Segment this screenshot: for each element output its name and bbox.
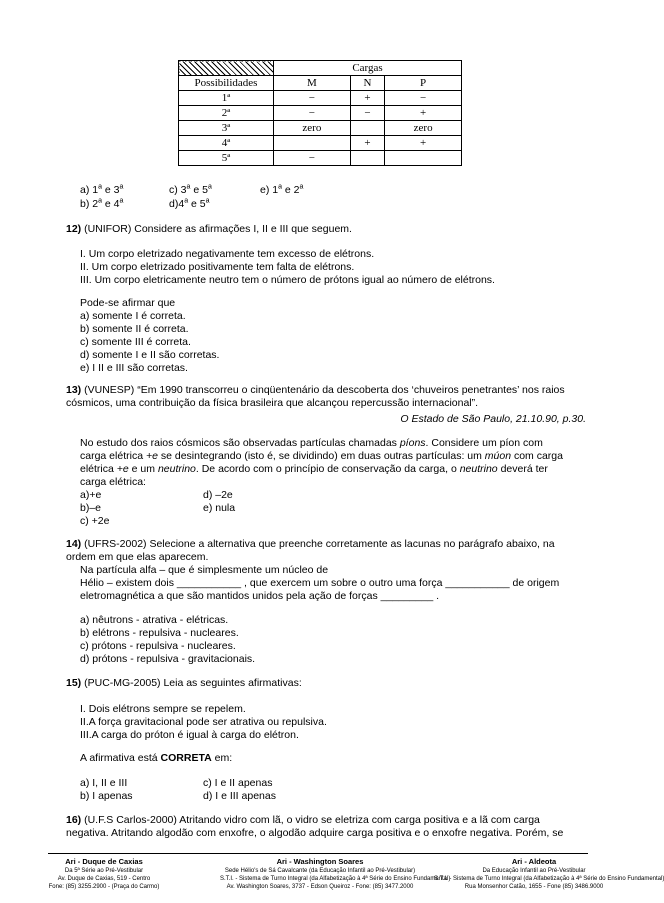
- question-number: 13): [66, 384, 82, 396]
- q11-option-d: d)4$^a$ e 5$^a$: [169, 197, 210, 210]
- row-ordinal: 1ª: [179, 91, 274, 106]
- q12-option: a) somente I é correta.: [80, 310, 186, 322]
- q12-intro: Pode-se afirmar que: [80, 297, 176, 309]
- cell-p: [385, 151, 462, 166]
- cell-m: [274, 136, 351, 151]
- q14-paragraph-line: Na partícula alfa – que é simplesmente um núcleo de: [80, 564, 329, 576]
- column-header: P: [385, 76, 462, 91]
- cell-n: −: [350, 106, 384, 121]
- question-number: 15): [66, 677, 82, 689]
- q12-option: c) somente III é correta.: [80, 336, 191, 348]
- q11-option-a: a) 1$^a$ e 3$^a$: [80, 183, 124, 196]
- q11-option-e: e) 1$^a$ e 2$^a$: [260, 183, 304, 196]
- q13-question-line1: 13) (VUNESP) “Em 1990 transcorreu o cinqüentenário da descoberta dos ‘chuveiros penetrantes’ nos raios: [66, 384, 565, 396]
- footer-unit-duque-de-caxias: Ari - Duque de Caxias Da 5ª Série ao Pré-Vestibular Av. Duque de Caxias, 519 - Centro Fone: (85) 3255.2900 - (Praça do Carmo): [48, 857, 160, 890]
- question-number: 14): [66, 538, 82, 550]
- footer-unit-aldeota: Ari - Aldeota Da Educação Infantil ao Pré-Vestibular S.T.I. - Sistema de Turno Integral (da Alfabetização à 4ª Série do Ensino Fundamental) Rua Monsenhor Catão, 1655 - Fone (85) 3486.9000: [434, 857, 664, 890]
- q13-option-a: a)+e: [80, 489, 102, 501]
- header-title: Cargas: [274, 61, 462, 76]
- q13-paragraph-line: elétrica +e e um neutrino. De acordo com o princípio de conservação da carga, o neutrino deverá ter: [80, 463, 548, 475]
- cell-n: [350, 121, 384, 136]
- q13-source: O Estado de São Paulo, 21.10.90, p.30.: [400, 413, 586, 425]
- row-ordinal: 4ª: [179, 136, 274, 151]
- footer-unit-washington-soares: Ari - Washington Soares Sede Hélio's de Sá Cavalcante (da Educação Infantil ao Pré-Vestibular) S.T.I. - Sistema de Turno Integral (da Alfabetização à 4ª Série do Ensino Fundamental) Av. Washington Soares, 3737 - Edson Queiroz - Fone: (85) 3477.2000: [220, 857, 451, 890]
- q14-option: a) nêutrons - atrativa - elétricas.: [80, 614, 229, 626]
- cell-p: zero: [385, 121, 462, 136]
- footer-divider: [48, 853, 588, 854]
- table-row: [179, 151, 462, 166]
- q15-question: 15) (PUC-MG-2005) Leia as seguintes afirmativas:: [66, 677, 302, 689]
- q14-question-line2: ordem em que elas aparecem.: [66, 551, 209, 563]
- charges-table: [178, 60, 462, 166]
- q11-option-b: b) 2$^a$ e 4$^a$: [80, 197, 124, 210]
- q14-option: c) prótons - repulsiva - nucleares.: [80, 640, 236, 652]
- q12-option: d) somente I e II são corretas.: [80, 349, 220, 361]
- q12-question: 12) (UNIFOR) Considere as afirmações I, II e III que seguem.: [66, 223, 352, 235]
- q16-question-line1: 16) (U.F.S Carlos-2000) Atritando vidro com lã, o vidro se eletriza com carga positiva e a lã com carga: [66, 814, 540, 826]
- q13-option-d: d) –2e: [203, 489, 233, 501]
- q12-statement: III. Um corpo eletricamente neutro tem o número de prótons igual ao número de elétrons.: [80, 274, 495, 286]
- row-ordinal: 5ª: [179, 151, 274, 166]
- q15-statement: I. Dois elétrons sempre se repelem.: [80, 703, 246, 715]
- cell-m: −: [274, 106, 351, 121]
- cell-n: +: [350, 91, 384, 106]
- table-header-row: [179, 61, 462, 76]
- q14-option: b) elétrons - repulsiva - nucleares.: [80, 627, 239, 639]
- q14-option: d) prótons - repulsiva - gravitacionais.: [80, 653, 256, 665]
- table-columns-row: [179, 76, 462, 91]
- q15-statement: III.A carga do próton é igual à carga do elétron.: [80, 729, 299, 741]
- q11-option-c: c) 3$^a$ e 5$^a$: [169, 183, 212, 196]
- cell-m: zero: [274, 121, 351, 136]
- q13-option-c: c) +2e: [80, 515, 110, 527]
- cell-p: +: [385, 106, 462, 121]
- table-row: [179, 91, 462, 106]
- column-header: N: [350, 76, 384, 91]
- cell-p: +: [385, 136, 462, 151]
- q12-option: e) I II e III são corretas.: [80, 362, 188, 374]
- table-row: [179, 121, 462, 136]
- cell-n: [350, 151, 384, 166]
- q12-statement: II. Um corpo eletrizado positivamente tem falta de elétrons.: [80, 261, 355, 273]
- q15-option-a: a) I, II e III: [80, 777, 128, 789]
- header-possibilidades: Possibilidades: [179, 76, 274, 91]
- column-header: M: [274, 76, 351, 91]
- q13-paragraph-line: No estudo dos raios cósmicos são observadas partículas chamadas píons. Considere um píon com: [80, 437, 543, 449]
- q14-question-line1: 14) (UFRS-2002) Selecione a alternativa que preenche corretamente as lacunas no parágrafo abaixo, na: [66, 538, 555, 550]
- cell-p: −: [385, 91, 462, 106]
- q15-option-d: d) I e III apenas: [203, 790, 276, 802]
- hatched-cell: [179, 61, 274, 76]
- q12-option: b) somente II é correta.: [80, 323, 189, 335]
- q12-statement: I. Um corpo eletrizado negativamente tem excesso de elétrons.: [80, 248, 375, 260]
- cell-m: −: [274, 91, 351, 106]
- q15-stem: A afirmativa está CORRETA em:: [80, 752, 233, 764]
- q15-statement: II.A força gravitacional pode ser atrativa ou repulsiva.: [80, 716, 327, 728]
- cell-n: +: [350, 136, 384, 151]
- table-row: [179, 106, 462, 121]
- question-number: 12): [66, 223, 82, 235]
- q14-paragraph-line: eletromagnética a que são mantidos unidos pela ação de forças _________ .: [80, 590, 439, 602]
- row-ordinal: 3ª: [179, 121, 274, 136]
- q13-paragraph-line: carga elétrica:: [80, 476, 146, 488]
- q15-option-c: c) I e II apenas: [203, 777, 273, 789]
- q13-paragraph-line: carga elétrica +e se desintegrando (isto é, se dividindo) em duas outras partículas: um múon com carga: [80, 450, 563, 462]
- q16-question-line2: negativa. Atritando algodão com enxofre, o algodão adquire carga positiva e o enxofre negativa. Porém, se: [66, 827, 564, 839]
- cell-m: −: [274, 151, 351, 166]
- row-ordinal: 2ª: [179, 106, 274, 121]
- q15-option-b: b) I apenas: [80, 790, 133, 802]
- question-number: 16): [66, 814, 82, 826]
- table-row: [179, 136, 462, 151]
- q13-question-line2: cósmicos, uma contribuição da física brasileira que alcançou repercussão internacional”.: [66, 397, 479, 409]
- q13-option-b: b)–e: [80, 502, 102, 514]
- q13-option-e: e) nula: [203, 502, 236, 514]
- q14-paragraph-line: Hélio – existem dois ___________ , que exercem um sobre o outro uma força ___________ de origem: [80, 577, 560, 589]
